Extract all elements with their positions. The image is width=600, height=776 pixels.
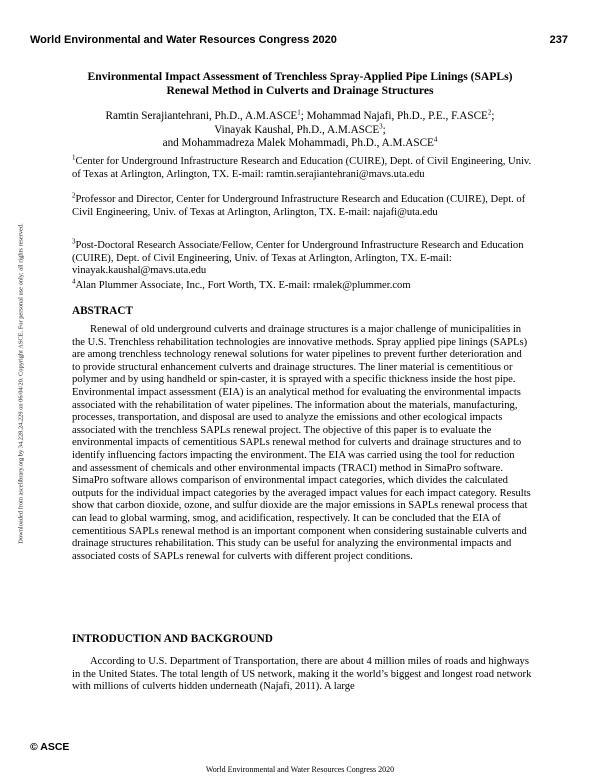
page-footer: World Environmental and Water Resources Congress 2020 bbox=[205, 765, 395, 774]
author-2-sup: 2 bbox=[487, 108, 492, 117]
affiliation-text: Center for Underground Infrastructure Research and Education (CUIRE), Dept. of Civil Engineering, Univ. of Texas at Arlington, Arlington, TX. E-mail: ramtin.serajiantehrani@mavs.uta.edu bbox=[72, 156, 532, 180]
author-4: and Mohammadreza Malek Mohammadi, Ph.D., A.M.ASCE bbox=[162, 137, 434, 149]
journal-title: World Environmental and Water Resources Congress 2020 bbox=[30, 34, 337, 46]
author-list bbox=[60, 110, 540, 151]
copyright-notice: © ASCE bbox=[30, 741, 70, 753]
author-3-sup: 3 bbox=[379, 121, 383, 130]
author-3: Vinayak Kaushal, Ph.D., A.M.ASCE bbox=[214, 123, 380, 136]
author-1: Ramtin Serajiantehrani, Ph.D., A.M.ASCE bbox=[105, 110, 298, 122]
author-4-sup: 4 bbox=[433, 135, 438, 144]
download-notice: Downloaded from ascelibrary.org by 34.228.24.229 on 06/04/20. Copyright ASCE. For personal use only; all rights reserved. bbox=[17, 223, 25, 544]
author-2: ; Mohammad Najafi, Ph.D., P.E., F.ASCE bbox=[300, 110, 488, 122]
affiliation-sup: 4 bbox=[72, 277, 76, 286]
affiliation-text: Professor and Director, Center for Underground Infrastructure Research and Education (CUIRE), Dept. of Civil Engineering, Univ. of Texas at Arlington, Arlington, TX. E-mail: najafi@uta.edu bbox=[72, 194, 526, 218]
abstract-text: Renewal of old underground culverts and drainage structures is a major challenge of municipalities in the U.S. Trenchless rehabilitation technologies are innovative methods. Spray applied pipe linings (SAPLs) are among trenchless technology renewal solutions for water pipelines to prevent further deterioration and to provide structural enhancement culverts and drainage structures. The liner material is cementitious or polymer and by using handheld or spin-caster, it is sprayed with a specific thickness inside the host pipe. Environmental impact assessment (EIA) is an analytical method for evaluating the environmental impacts associated with the rehabilitation of water pipelines. The information about the materials, manufacturing, processes, transportation, and disposal are used to analyze the emissions and other ecological impacts associated with the trenchless SAPLs renewal project. The objective of this paper is to evaluate the environmental impacts of cementitious SAPLs renewal method for culverts and drainage structures and to identify influencing factors impacting the environment. The EIA was carried using the tool for reduction and assessment of chemicals and other environmental impacts (TRACI) method in SimaPro software. SimaPro software allows comparison of environmental impact categories, which divides the calculated outputs for the individual impact categories by the averaged impact values for each impact category. Results show that carbon dioxide, ozone, and sulfur dioxide are the major emissions in SAPLs renewal process that can lead to global warming, smog, and acidification, respectively. It can be concluded that the EIA of cementitious SAPLs renewal method is an important component when considering sustainable culverts and drainage structures rehabilitation. This study can be useful for analyzing the environmental impacts and associated costs of SAPLs renewal for culverts with different project conditions. bbox=[72, 324, 531, 562]
author-line-3 bbox=[60, 137, 540, 151]
affiliation-text: Alan Plummer Associate, Inc., Fort Worth, TX. E-mail: rmalek@plummer.com bbox=[75, 280, 411, 291]
title-line-1: Environmental Impact Assessment of Trenchless Spray-Applied Pipe Linings (SAPLs) bbox=[87, 70, 513, 83]
running-header bbox=[30, 34, 568, 46]
affiliation-sup: 2 bbox=[72, 191, 76, 200]
author-3-end: ; bbox=[382, 123, 386, 136]
affiliation-sup: 3 bbox=[72, 237, 76, 246]
affiliation-2 bbox=[72, 191, 532, 219]
affiliation-4 bbox=[72, 277, 532, 293]
affiliation-text: Post-Doctoral Research Associate/Fellow, Center for Underground Infrastructure Research and Education (CUIRE), Dept. of Civil Engineering, Univ. of Texas at Arlington, Arlington, TX. E-mail: vinayak.kaushal@mavs.uta.edu bbox=[72, 240, 524, 277]
affiliation-sup: 1 bbox=[72, 153, 76, 162]
title-line-2: Renewal Method in Culverts and Drainage Structures bbox=[166, 84, 434, 97]
author-2-end: ; bbox=[491, 110, 495, 122]
affiliation-3 bbox=[72, 237, 532, 278]
affiliation-1 bbox=[72, 153, 532, 181]
introduction-text: According to U.S. Department of Transportation, there are about 4 million miles of roads and highways in the United States. The total length of US network, making it the world’s biggest and longest road network with millions of culverts hidden underneath (Najafi, 2011). A large bbox=[72, 656, 532, 693]
abstract-heading: ABSTRACT bbox=[72, 305, 133, 317]
author-line-1 bbox=[60, 110, 540, 124]
page-number: 237 bbox=[549, 34, 568, 46]
author-line-2 bbox=[60, 121, 540, 138]
introduction-heading: INTRODUCTION AND BACKGROUND bbox=[72, 633, 273, 645]
paper-title bbox=[70, 70, 530, 98]
author-1-sup: 1 bbox=[297, 108, 301, 117]
